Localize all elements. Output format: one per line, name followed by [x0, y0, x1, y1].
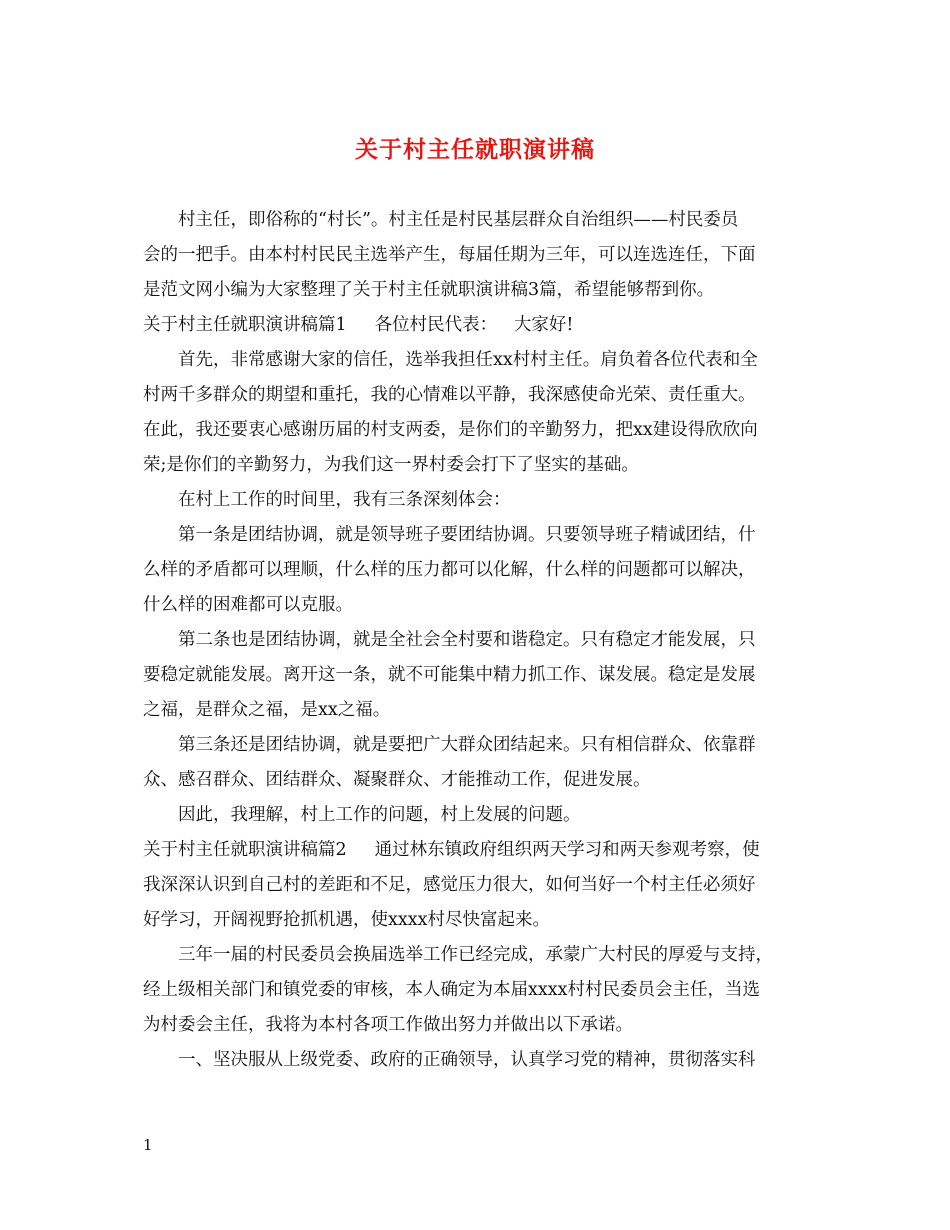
section-heading-line: [143, 313, 573, 337]
paragraph-line: 为村委会主任，我将为本村各项工作做出努力并做出以下承诺。: [143, 1015, 633, 1035]
salutation: 各位村民代表：: [374, 315, 498, 335]
paragraph-line: 好学习，开阔视野抢抓机遇，使xxxx村尽快富起来。: [143, 910, 550, 930]
paragraph-line: 因此，我理解，村上工作的问题，村上发展的问题。: [178, 805, 581, 825]
paragraph-line: 要稳定就能发展。离开这一条，就不可能集中精力抓工作、谋发展。稳定是发展: [143, 665, 756, 685]
paragraph-line: 村两千多群众的期望和重托，我的心情难以平静，我深感使命光荣、责任重大。: [143, 385, 756, 405]
paragraph-line: 在村上工作的时间里，我有三条深刻体会：: [178, 490, 511, 510]
paragraph-line: 在此，我还要衷心感谢历届的村支两委，是你们的辛勤努力，把xx建设得欣欣向: [143, 420, 758, 440]
section-heading: 关于村主任就职演讲稿篇1: [143, 315, 347, 335]
paragraph-start: 通过林东镇政府组织两天学习和两天参观考察，使: [374, 840, 760, 860]
paragraph-line: 是范文网小编为大家整理了关于村主任就职演讲稿3篇，希望能够帮到你。: [143, 280, 715, 300]
section-heading: 关于村主任就职演讲稿篇2: [143, 840, 347, 860]
page-number: 1: [143, 1136, 153, 1154]
paragraph-line: 村主任，即俗称的“村长”。村主任是村民基层群众自治组织——村民委员: [178, 210, 739, 230]
paragraph-line: 众、感召群众、团结群众、凝聚群众、才能推动工作，促进发展。: [143, 770, 651, 790]
greeting: 大家好!: [513, 315, 574, 335]
paragraph-line: 第一条是团结协调，就是领导班子要团结协调。只要领导班子精诚团结，什: [178, 525, 756, 545]
paragraph-line: 第二条也是团结协调，就是全社会全村要和谐稳定。只有稳定才能发展，只: [178, 630, 756, 650]
paragraph-line: 么样的矛盾都可以理顺，什么样的压力都可以化解，什么样的问题都可以解决，: [143, 560, 756, 580]
paragraph-line: 什么样的困难都可以克服。: [143, 595, 353, 615]
paragraph-line: 荣;是你们的辛勤努力，为我们这一界村委会打下了坚实的基础。: [143, 455, 639, 475]
paragraph-line: 我深深认识到自己村的差距和不足，感觉压力很大，如何当好一个村主任必须好: [143, 875, 756, 895]
paragraph-line: 首先，非常感谢大家的信任，选举我担任xx村村主任。肩负着各位代表和全: [178, 350, 758, 370]
paragraph-line: 经上级相关部门和镇党委的审核，本人确定为本届xxxx村村民委员会主任，当选: [143, 980, 760, 1000]
paragraph-line: 会的一把手。由本村村民民主选举产生，每届任期为三年，可以连选连任，下面: [143, 245, 756, 265]
paragraph-line: 一、坚决服从上级党委、政府的正确领导，认真学习党的精神，贯彻落实科: [178, 1050, 756, 1070]
paragraph-line: 之福，是群众之福，是xx之福。: [143, 700, 391, 720]
paragraph-line: 三年一届的村民委员会换届选举工作已经完成，承蒙广大村民的厚爱与支持，: [178, 945, 773, 965]
section-heading-line: [143, 838, 760, 862]
paragraph-line: 第三条还是团结协调，就是要把广大群众团结起来。只有相信群众、依靠群: [178, 735, 756, 755]
document-title: 关于村主任就职演讲稿: [355, 136, 595, 163]
